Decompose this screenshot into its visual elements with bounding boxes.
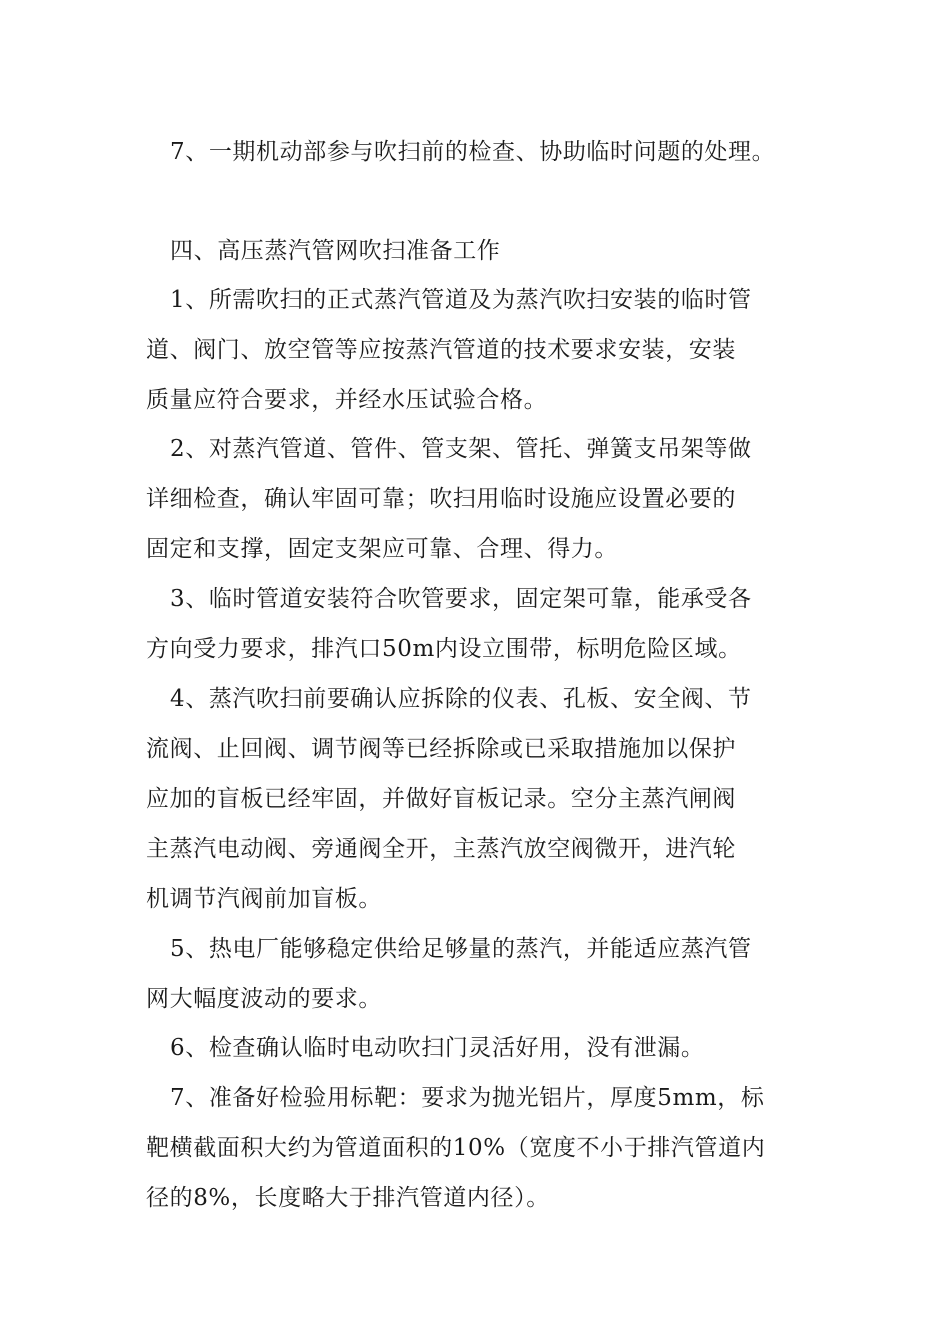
paragraph-line: 应加的盲板已经牢固，并做好盲板记录。空分主蒸汽闸阀 bbox=[146, 786, 736, 812]
paragraph-line: 靶横截面积大约为管道面积的10%（宽度不小于排汽管道内 bbox=[146, 1135, 766, 1161]
paragraph-line: 7、准备好检验用标靶：要求为抛光铝片，厚度5mm，标 bbox=[170, 1085, 765, 1111]
paragraph-line: 固定和支撑，固定支架应可靠、合理、得力。 bbox=[146, 536, 618, 562]
paragraph-line: 6、检查确认临时电动吹扫门灵活好用，没有泄漏。 bbox=[170, 1035, 705, 1061]
paragraph-line: 3、临时管道安装符合吹管要求，固定架可靠，能承受各 bbox=[170, 586, 752, 612]
paragraph-line: 主蒸汽电动阀、旁通阀全开，主蒸汽放空阀微开，进汽轮 bbox=[146, 836, 736, 862]
paragraph-line: 质量应符合要求，并经水压试验合格。 bbox=[146, 387, 548, 413]
paragraph-line: 2、对蒸汽管道、管件、管支架、管托、弹簧支吊架等做 bbox=[170, 436, 752, 462]
paragraph-line: 方向受力要求，排汽口50m内设立围带，标明危险区域。 bbox=[146, 636, 742, 662]
section-heading: 四、高压蒸汽管网吹扫准备工作 bbox=[170, 238, 501, 264]
paragraph-line: 机调节汽阀前加盲板。 bbox=[146, 886, 382, 912]
paragraph-line: 1、所需吹扫的正式蒸汽管道及为蒸汽吹扫安装的临时管 bbox=[170, 287, 752, 313]
paragraph-line: 径的8%，长度略大于排汽管道内径）。 bbox=[146, 1185, 550, 1211]
paragraph-line: 5、热电厂能够稳定供给足够量的蒸汽，并能适应蒸汽管 bbox=[170, 936, 752, 962]
paragraph-line: 网大幅度波动的要求。 bbox=[146, 986, 382, 1012]
paragraph-line: 4、蒸汽吹扫前要确认应拆除的仪表、孔板、安全阀、节 bbox=[170, 686, 752, 712]
paragraph-line: 流阀、止回阀、调节阀等已经拆除或已采取措施加以保护 bbox=[146, 736, 736, 762]
paragraph-line: 道、阀门、放空管等应按蒸汽管道的技术要求安装，安装 bbox=[146, 337, 736, 363]
paragraph-line-item7-responsibility: 7、一期机动部参与吹扫前的检查、协助临时问题的处理。 bbox=[170, 139, 776, 165]
paragraph-line: 详细检查，确认牢固可靠；吹扫用临时设施应设置必要的 bbox=[146, 486, 736, 512]
